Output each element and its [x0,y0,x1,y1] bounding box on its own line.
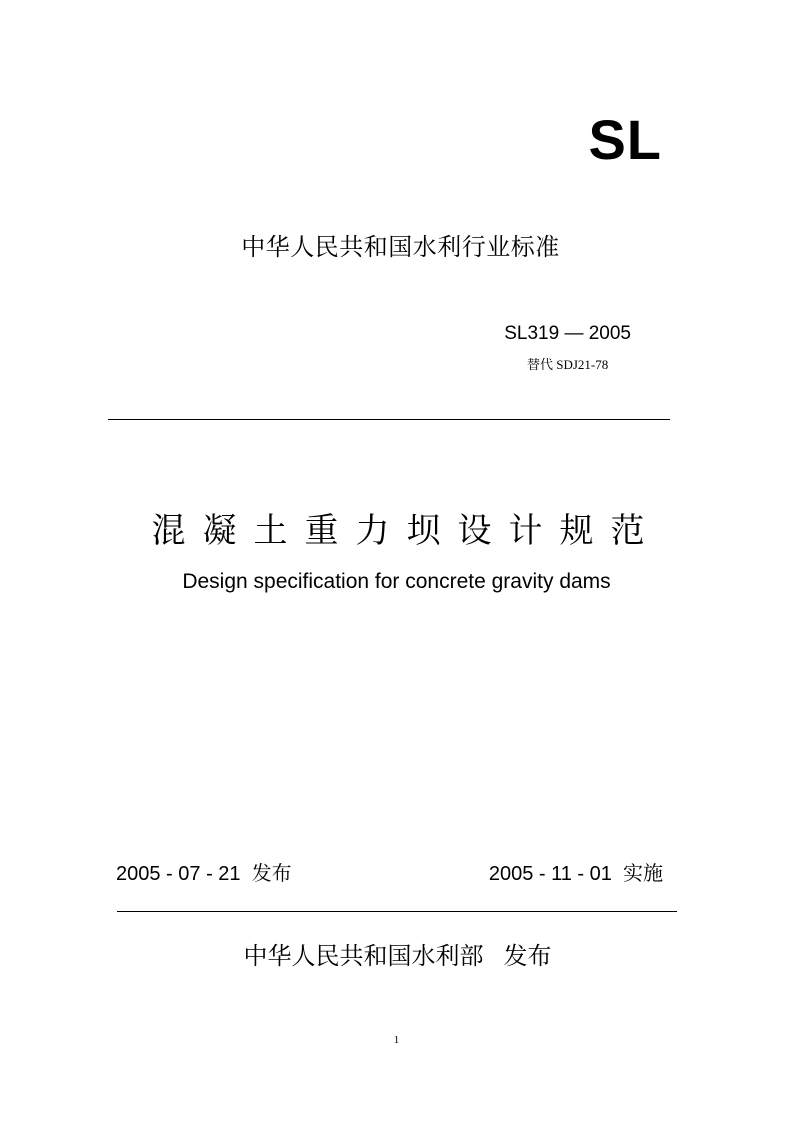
page-number: 1 [393,1034,400,1046]
issuing-authority: 中华人民共和国水利部 发布 [243,943,552,970]
replaces-standard: 替代 SDJ21-78 [527,357,609,372]
top-divider [108,419,670,420]
standard-category: 中华人民共和国水利行业标准 [241,234,560,261]
title-english: Design specification for concrete gravity dams [182,570,611,593]
title-chinese: 混凝土重力坝设计规范 [151,512,662,550]
implementation-date: 2005 - 11 - 01 实施 [488,863,663,885]
standard-code: SL [588,108,662,171]
bottom-divider [117,911,677,912]
issue-date: 2005 - 07 - 21 发布 [116,863,292,885]
standard-number: SL319 — 2005 [504,323,631,344]
